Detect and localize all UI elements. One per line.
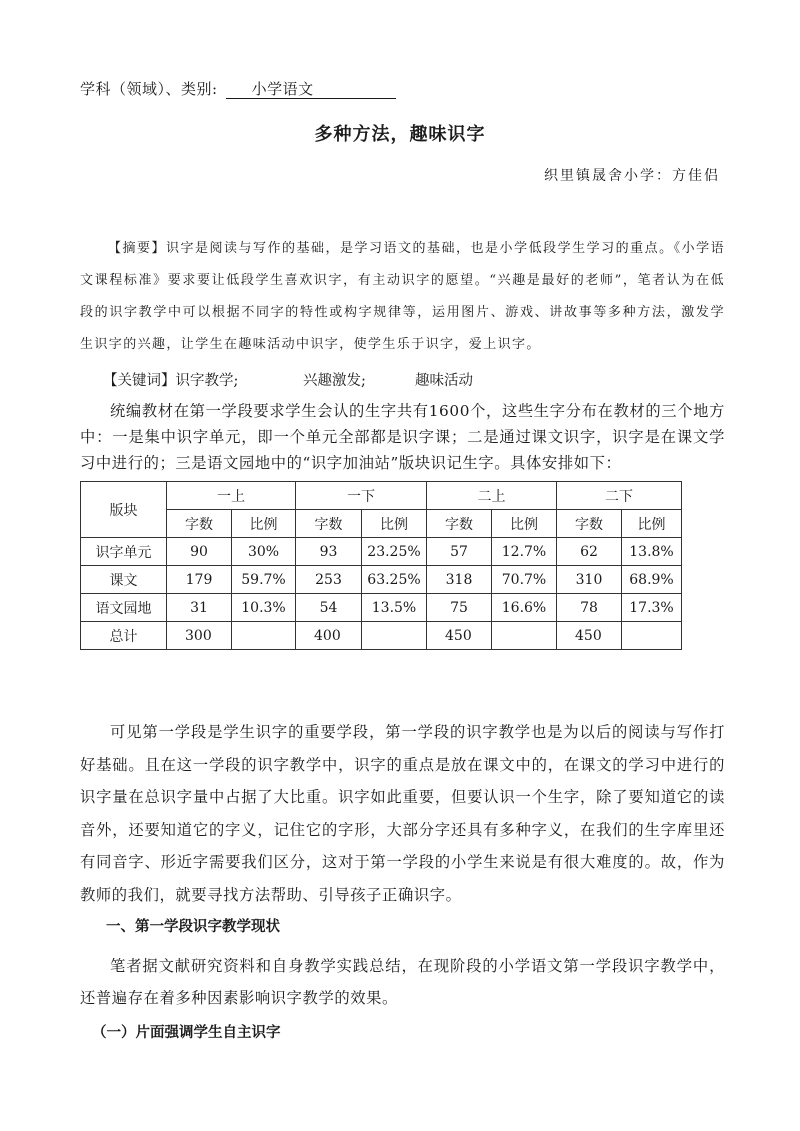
table-cell: 12.7% — [492, 538, 557, 566]
count-subheader: 字数 — [557, 510, 622, 538]
ratio-subheader: 比例 — [232, 510, 296, 538]
table-cell: 13.8% — [622, 538, 682, 566]
table-row — [81, 594, 682, 622]
table-cell: 17.3% — [622, 594, 682, 622]
table-cell: 78 — [557, 594, 622, 622]
table-cell: 400 — [296, 622, 362, 650]
abstract-paragraph: 【摘要】识字是阅读与写作的基础，是学习语文的基础，也是小学低段学生学习的重点。《小学语文课程标准》要求要让低段学生喜欢识字，有主动识字的愿望。“兴趣是最好的老师”，笔者认为在低段的识字教学中可以根据不同字的特性或构字规律等，运用图片、游戏、讲故事等多种方法，激发学生识字的兴趣，让学生在趣味活动中识字，使学生乐于识字，爱上识字。 — [80, 241, 725, 352]
table-cell: 63.25% — [362, 566, 427, 594]
row-label: 课文 — [81, 566, 167, 594]
literacy-distribution-table — [80, 481, 682, 650]
grade-header: 二下 — [557, 482, 682, 510]
subject-category-line — [80, 78, 396, 99]
table-cell — [232, 622, 296, 650]
keyword-3: 趣味活动 — [415, 373, 473, 389]
table-cell: 300 — [167, 622, 232, 650]
keywords-line — [103, 369, 473, 390]
table-cell: 57 — [427, 538, 492, 566]
row-label: 识字单元 — [81, 538, 167, 566]
body-paragraph: 可见第一学段是学生识字的重要学段，第一学段的识字教学也是为以后的阅读与写作打好基础。且在这一学段的识字教学中，识字的重点是放在课文中的，在课文的学习中进行的识字量在总识字量中占据了大比重。识字如此重要，但要认识一个生字，除了要知道它的读音外，还要知道它的字义，记住它的字形，大部分字还具有多种字义，在我们的生字库里还有同音字、形近字需要我们区分，这对于第一学段的小学生来说是有很大难度的。故，作为教师的我们，就要寻找方法帮助、引导孩子正确识字。 — [80, 723, 725, 904]
subject-label: 学科（领域）、类别: — [80, 80, 218, 98]
grade-header: 一上 — [167, 482, 296, 510]
table-cell: 75 — [427, 594, 492, 622]
table-cell: 310 — [557, 566, 622, 594]
section-paragraph: 笔者据文献研究资料和自身教学实践总结，在现阶段的小学语文第一学段识字教学中，还普遍存在着多种因素影响识字教学的效果。 — [80, 957, 725, 1007]
page-title: 多种方法，趣味识字 — [314, 124, 486, 145]
table-cell: 16.6% — [492, 594, 557, 622]
table-cell: 179 — [167, 566, 232, 594]
subsection-heading: （一）片面强调学生自主识字 — [92, 1025, 281, 1041]
author-line: 织里镇晟舍小学：方佳侣 — [544, 168, 720, 184]
grade-header: 一下 — [296, 482, 427, 510]
row-label: 总计 — [81, 622, 167, 650]
table-cell: 318 — [427, 566, 492, 594]
keyword-2: 兴趣激发; — [303, 373, 366, 389]
table-cell: 13.5% — [362, 594, 427, 622]
table-cell: 23.25% — [362, 538, 427, 566]
ratio-subheader: 比例 — [622, 510, 682, 538]
table-cell: 70.7% — [492, 566, 557, 594]
table-cell — [622, 622, 682, 650]
subject-value: 小学语文 — [226, 80, 396, 99]
count-subheader: 字数 — [296, 510, 362, 538]
row-label: 语文园地 — [81, 594, 167, 622]
section-heading: 一、第一学段识字教学现状 — [106, 919, 280, 935]
table-cell: 450 — [557, 622, 622, 650]
table-cell: 30% — [232, 538, 296, 566]
keywords-label: 【关键词】识字教学; — [103, 373, 239, 389]
table-cell: 62 — [557, 538, 622, 566]
table-subheader-row — [81, 510, 682, 538]
table-cell: 93 — [296, 538, 362, 566]
table-corner-cell: 版块 — [81, 482, 167, 538]
intro-paragraph: 统编教材在第一学段要求学生会认的生字共有1600个，这些生字分布在教材的三个地方中：一是集中识字单元，即一个单元全部都是识字课；二是通过课文识字，识字是在课文学习中进行的；三是语文园地中的“识字加油站”版块识记生字。具体安排如下： — [80, 402, 725, 472]
count-subheader: 字数 — [167, 510, 232, 538]
count-subheader: 字数 — [427, 510, 492, 538]
ratio-subheader: 比例 — [362, 510, 427, 538]
table-row — [81, 566, 682, 594]
table-row-total — [81, 622, 682, 650]
table-row — [81, 538, 682, 566]
table-cell: 450 — [427, 622, 492, 650]
table-cell: 90 — [167, 538, 232, 566]
table-cell: 54 — [296, 594, 362, 622]
table-cell — [362, 622, 427, 650]
table-header-row — [81, 482, 682, 510]
table-cell: 253 — [296, 566, 362, 594]
table-cell: 68.9% — [622, 566, 682, 594]
table-cell: 10.3% — [232, 594, 296, 622]
grade-header: 二上 — [427, 482, 557, 510]
ratio-subheader: 比例 — [492, 510, 557, 538]
table-cell — [492, 622, 557, 650]
table-cell: 59.7% — [232, 566, 296, 594]
table-cell: 31 — [167, 594, 232, 622]
